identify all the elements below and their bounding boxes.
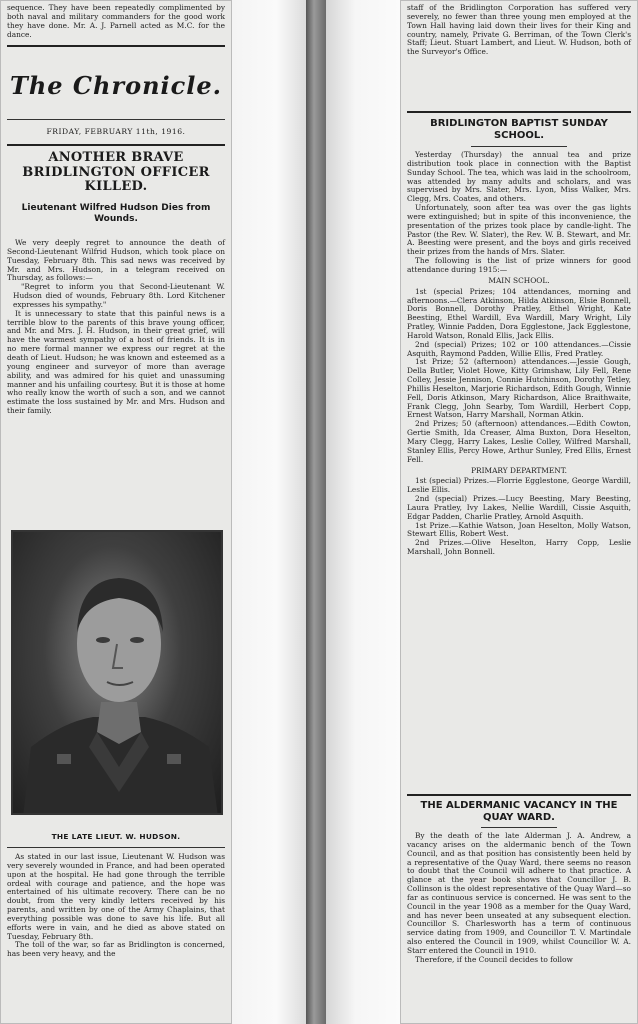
prize-list: 2nd (special) Prizes.—Lucy Beesting, Mary Beesting, Laura Pratley, Ivy Lakes, Nellie Wardill, Cissie Asquith, Edgar Padden, Charlie Pratley, Arnold Asquith. (407, 494, 631, 521)
gutter-left (232, 0, 306, 1024)
divider (407, 794, 631, 796)
paragraph: It is unnecessary to state that this painful news is a terrible blow to the parents of this brave young officer, and Mr. and Mrs. J. H. Hudson, in their great grief, will have the warmest sympathy of a host of friends. It is in no mere formal manner we express our regret at the death of Lieut. Hudson; he was known and esteemed as a young engineer and surveyor of more than average ability, and was admired for his quiet and unassuming manner and his unfailing courtesy. But it is those at home who really know the worth of such a son, and we cannot estimate the loss sustained by Mr. and Mrs. Hudson and their family. (7, 308, 225, 416)
divider (7, 847, 225, 848)
gutter-right (326, 0, 400, 1024)
prize-list: 2nd (special) Prizes; 102 or 100 attendances.—Cissie Asquith, Raymond Padden, Willie Ellis, Fred Pratley. (407, 339, 631, 358)
paragraph: The following is the list of prize winners for good attendance during 1915:— (407, 256, 631, 274)
section-title-baptist-school: BRIDLINGTON BAPTIST SUNDAY SCHOOL. (430, 118, 608, 141)
left-top-text: sequence. They have been repeatedly complimented by both naval and military commanders for the good work they have done. Mr. A. J. Parnell acted as M.C. for the dance. (7, 3, 225, 39)
paragraph: As stated in our last issue, Lieutenant W. Hudson was very severely wounded in France, and had been operated upon at the hospital. He had gone through the terrible ordeal with courage and patience, and the hope was entertained of his ultimate recovery. There can be no doubt, from the very kindly letters received by his parents, and written by one of the Army Chaplains, that everything possible was done to save his life. But all efforts were in vain, and he died as above stated on Tuesday, February 8th. (7, 852, 225, 941)
paragraph: Unfortunately, soon after tea was over the gas lights were extinguished; but in spite of this inconvenience, the presentation of the prizes took place by candle-light. The Pastor (the Rev. W. Slater), the Rev. W. B. Stewart, and Mr. A. Beesting were present, and the boys and girls received their prizes from the hands of Mrs. Slater. (407, 203, 631, 257)
prize-list: 1st Prize; 52 (afternoon) attendances.—Jessie Gough, Della Butler, Violet Howe, Kitty Grimshaw, Lily Fell, Rene Colley, Jessie Jennison, Connie Hutchinson, Dorothy Tetley, Phillis Heselton, Marjorie Richardson, Edith Gough, Winnie Fell, Doris Atkinson, Mary Richardson, Alice Braithwaite, Frank Clegg, John Searby, Tom Wardill, Herbert Copp, Ernest Watson, Harry Marshall, Norman Atkin. (407, 357, 631, 420)
prize-list: 2nd Prizes; 50 (afternoon) attendances.—Edith Cowton, Gertie Smith, Ida Creaser, Alma Buxton, Dora Heselton, Mary Clegg, Harry Lakes, Leslie Colley, Wilfred Marshall, Stanley Ellis, Percy Howe, Arthur Sunley, Fred Ellis, Ernest Fell. (407, 419, 631, 464)
book-spine (306, 0, 326, 1024)
paragraph: The toll of the war, so far as Bridlington is concerned, has been very heavy, and the (7, 940, 225, 959)
paragraph: Therefore, if the Council decides to follow (415, 954, 573, 964)
divider (481, 827, 557, 828)
baptist-school-body (407, 151, 631, 557)
photo-caption: THE LATE LIEUT. W. HUDSON. (51, 832, 181, 841)
left-newspaper-page (0, 0, 232, 1024)
prize-list: 2nd Prizes.—Olive Heselton, Harry Copp, Leslie Marshall, John Bonnell. (407, 538, 631, 557)
primary-department-label: PRIMARY DEPARTMENT. (471, 465, 567, 475)
paragraph: We very deeply regret to announce the death of Second-Lieutenant Wilfrid Hudson, which took place on Tuesday, February 8th. This sad news was received by Mr. and Mrs. Hudson, in a telegram received on Thursday, as follows:— (7, 238, 225, 283)
divider (471, 146, 567, 147)
section-title-aldermanic-vacancy: THE ALDERMANIC VACANCY IN THE QUAY WARD. (420, 800, 618, 823)
article-body-continued (7, 853, 225, 959)
prize-list: 1st (special) Prizes.—Florrie Egglestone, George Wardill, Leslie Ellis. (407, 476, 631, 495)
paragraph: Yesterday (Thursday) the annual tea and prize distribution took place in connection with the Baptist Sunday School. The tea, which was laid in the schoolroom, was attended by many adults and scholars, and was supervised by Mrs. Slater, Mrs. Lyon, Miss Walker, Mrs. Clegg, Mrs. Coates, and others. (407, 150, 631, 204)
divider (7, 45, 225, 47)
masthead: The Chronicle. (9, 71, 223, 100)
portrait-photo (11, 530, 223, 815)
main-school-label: MAIN SCHOOL. (488, 275, 550, 285)
divider (7, 144, 225, 146)
divider (407, 111, 631, 113)
aldermanic-vacancy-body (407, 832, 631, 965)
divider (7, 119, 225, 120)
paragraph: By the death of the late Alderman J. A. Andrew, a vacancy arises on the aldermanic bench of the Town Council, and as that position has consistently been held by a representative of the Quay Ward, there seems no reason to doubt that the Council will adhere to that practice. A glance at the year book shows that Councillor J. B. Collinson is the oldest representative of the Quay Ward—so far as continuous service is concerned. He was sent to the Council in the year 1908 as a member for the Quay Ward, and has never been unseated at any subsequent election. Councillor S. Charlesworth has a term of continuous service dating from 1909, and Councillor T. V. Martindale also entered the Council in 1909, whilst Councillor W. A. Starr entered the Council in 1910. (407, 831, 631, 955)
prize-list: 1st Prize.—Kathie Watson, Joan Heselton, Molly Watson, Stewart Ellis, Robert West. (407, 520, 631, 539)
portrait-figure (13, 532, 223, 815)
right-newspaper-page (400, 0, 638, 1024)
subheadline: Lieutenant Wilfred Hudson Dies from Wounds. (21, 203, 211, 224)
dateline: FRIDAY, FEBRUARY 11th, 1916. (46, 127, 186, 136)
headline: ANOTHER BRAVE BRIDLINGTON OFFICER KILLED. (22, 150, 210, 194)
telegram-quote: "Regret to inform you that Second-Lieutenant W. Hudson died of wounds, February 8th. Lord Kitchener expresses his sympathy." (13, 282, 225, 309)
prize-list: 1st (special Prizes; 104 attendances, morning and afternoons.—Clera Atkinson, Hilda Atkinson, Elsie Bonnell, Doris Bonnell, Dorothy Pratley, Ethel Wright, Kate Beesting, Ethel Wardill, Eva Wardill, Mary Wright, Lily Pratley, Winnie Padden, Dora Egglestone, Jack Egglestone, Harold Watson, Ronald Ellis, Jack Ellis. (407, 286, 631, 340)
right-top-text: staff of the Bridlington Corporation has suffered very severely, no fewer than three young men employed at the Town Hall having laid down their lives for their King and country, namely, Private G. Berriman, of the Town Clerk's Staff; Lieut. Stuart Lambert, and Lieut. W. Hudson, both of the Surveyor's Office. (407, 3, 631, 57)
article-body (7, 239, 225, 416)
